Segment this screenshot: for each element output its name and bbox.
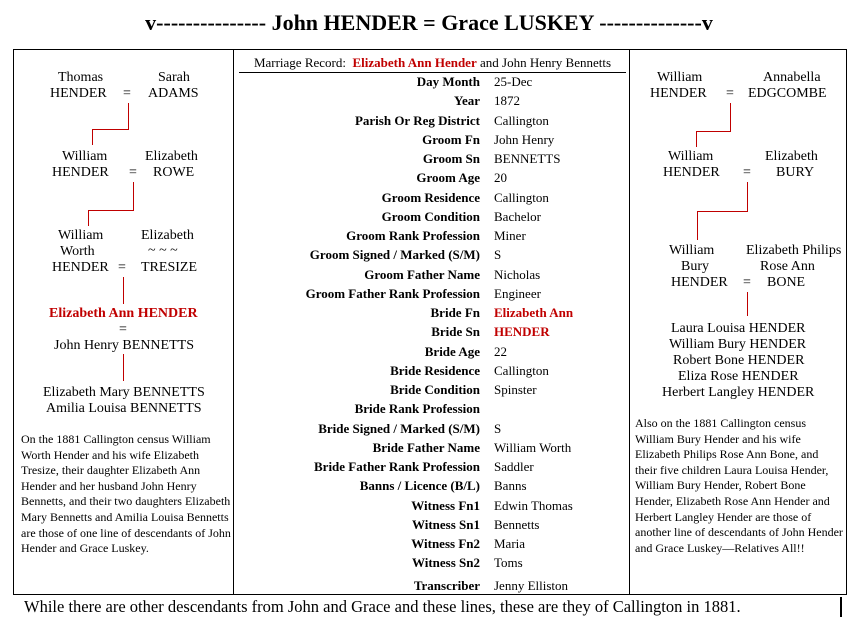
record-row — [235, 421, 630, 440]
record-label: Groom Fn — [422, 131, 480, 147]
record-value: Bennetts — [494, 516, 540, 532]
record-value: 20 — [494, 170, 507, 186]
record-value: Miner — [494, 228, 526, 243]
record-header-suffix: and John Henry Bennetts — [479, 55, 612, 70]
right-gen1-wife-first: Annabella — [763, 70, 821, 85]
record-label: Witness Sn2 — [411, 555, 480, 571]
record-label: Transcriber — [413, 578, 480, 593]
left-connector-1 — [92, 129, 129, 130]
record-row — [235, 324, 630, 343]
right-gen1-husband-first: William — [657, 70, 703, 85]
left-gen3-husband-middle: Worth — [60, 244, 95, 259]
left-gen3-wife-first: Elizabeth — [141, 228, 194, 243]
right-gen3-wife-last: BONE — [767, 275, 806, 290]
left-gen3-husband-last: HENDER — [52, 260, 109, 275]
right-gen2-wife-last: BURY — [776, 165, 815, 180]
record-label: Bride Residence — [390, 362, 480, 378]
left-descent-line-4 — [123, 354, 124, 381]
record-value: 25-Dec — [494, 74, 533, 89]
record-label: Groom Father Name — [364, 266, 480, 282]
record-row — [235, 247, 630, 266]
record-row — [235, 459, 630, 478]
left-descent-line-3 — [123, 277, 124, 304]
record-row — [235, 344, 630, 363]
record-row — [235, 170, 630, 189]
record-value: Callington — [494, 112, 549, 128]
record-label: Day Month — [416, 74, 480, 89]
right-descent-line-1 — [730, 103, 731, 131]
right-connector-1 — [696, 131, 731, 132]
record-value: John Henry — [494, 131, 555, 147]
record-label: Groom Residence — [381, 189, 480, 205]
left-descent-line-1 — [128, 103, 129, 129]
left-gen1-husband-last: HENDER — [50, 86, 107, 101]
left-gen4-groom: John Henry BENNETTS — [54, 338, 194, 353]
left-gen1-wife-last: ADAMS — [148, 86, 199, 101]
record-row — [235, 517, 630, 536]
record-label: Groom Rank Profession — [346, 228, 480, 243]
record-value: Nicholas — [494, 266, 541, 282]
record-row — [235, 382, 630, 401]
record-header-prefix: Marriage Record: — [253, 55, 346, 70]
record-row — [235, 305, 630, 324]
record-label: Bride Father Name — [372, 439, 480, 455]
record-value: Banns — [494, 478, 527, 494]
record-label: Bride Condition — [390, 382, 480, 397]
record-row — [235, 132, 630, 151]
right-connector-2 — [697, 211, 748, 212]
record-row — [235, 267, 630, 286]
right-descent-line-2b — [697, 211, 698, 240]
record-label: Groom Condition — [381, 208, 480, 224]
record-label: Groom Sn — [422, 151, 480, 166]
right-gen2-wife-first: Elizabeth — [765, 149, 818, 164]
record-value: HENDER — [494, 324, 550, 340]
right-descent-line-2 — [747, 182, 748, 211]
record-value: Saddler — [494, 459, 534, 474]
right-gen3-husband-middle: Bury — [681, 259, 709, 274]
record-value: Maria — [494, 536, 526, 551]
record-row — [235, 228, 630, 247]
record-row — [235, 440, 630, 459]
record-label: Bride Signed / Marked (S/M) — [318, 420, 480, 436]
record-row — [235, 401, 630, 420]
record-label: Year — [454, 93, 480, 109]
record-row — [235, 209, 630, 228]
left-gen4-bride: Elizabeth Ann HENDER — [49, 306, 198, 321]
marriage-record-header — [239, 55, 626, 73]
right-census-note: Also on the 1881 Callington census William Bury Hender and his wife Elizabeth Philips Rose Ann Bone, and their five children Laura Louisa Hender, William Bury Hender, Robert Bone Hender, Elizabeth Rose Ann Hender and Herbert Langley Hender are those of another line of descendants of John Hender and Grace Luskey—Relatives All!! — [635, 416, 843, 555]
record-row — [235, 286, 630, 305]
record-label: Witness Fn1 — [411, 497, 480, 513]
record-value: 22 — [494, 343, 507, 359]
record-label: Groom Signed / Marked (S/M) — [309, 247, 480, 263]
record-label: Bride Father Rank Profession — [314, 459, 480, 474]
record-label: Bride Fn — [430, 305, 480, 320]
record-row — [235, 536, 630, 555]
left-descent-line-2b — [88, 210, 89, 226]
record-value: Edwin Thomas — [494, 497, 573, 513]
left-child-2: Amilia Louisa BENNETTS — [46, 401, 202, 416]
record-value: S — [494, 420, 502, 436]
left-gen4-equals: = — [119, 322, 127, 337]
record-value: Callington — [494, 362, 549, 378]
right-child-5: Herbert Langley HENDER — [662, 385, 815, 400]
record-value: Elizabeth Ann — [494, 305, 574, 320]
right-descent-line-3 — [747, 292, 748, 316]
record-label: Witness Sn1 — [411, 516, 480, 532]
record-header-bride: Elizabeth Ann Hender — [352, 55, 477, 70]
right-gen2-equals: = — [743, 165, 751, 180]
left-gen2-husband-last: HENDER — [52, 165, 109, 180]
record-value: 1872 — [494, 93, 520, 109]
record-row — [235, 113, 630, 132]
record-label: Groom Age — [416, 170, 480, 186]
record-label: Bride Age — [424, 343, 480, 359]
right-gen1-wife-last: EDGCOMBE — [748, 86, 827, 101]
record-label: Banns / Licence (B/L) — [359, 478, 480, 494]
footer-note: While there are other descendants from John and Grace and these lines, these are they of Callington in 1881. — [24, 597, 741, 616]
record-value: William Worth — [494, 439, 572, 455]
left-census-note: On the 1881 Callington census William Worth Hender and his wife Elizabeth Tresize, their daughter Elizabeth Ann Hender and her husband John Henry Bennetts, and their two daughters Elizabeth Mary Bennetts and Amilia Louisa Bennetts are those of one line of descendants of John Hender and Grace Luskey. — [21, 432, 231, 556]
right-gen3-equals: = — [743, 275, 751, 290]
left-gen2-wife-first: Elizabeth — [145, 149, 198, 164]
record-value: Toms — [494, 555, 523, 571]
record-value: S — [494, 247, 502, 263]
left-column-divider — [233, 49, 234, 595]
record-value: Bachelor — [494, 208, 541, 224]
right-child-2: William Bury HENDER — [669, 337, 807, 352]
left-gen1-husband-first: Thomas — [58, 70, 104, 85]
record-value: Spinster — [494, 382, 537, 397]
record-value: Engineer — [494, 285, 541, 301]
record-row — [235, 190, 630, 209]
record-label: Parish Or Reg District — [354, 112, 480, 128]
right-gen3-husband-last: HENDER — [671, 275, 728, 290]
record-label: Witness Fn2 — [411, 536, 480, 551]
left-gen2-husband-first: William — [62, 149, 108, 164]
record-row — [235, 151, 630, 170]
left-gen3-equals: = — [118, 260, 126, 275]
right-gen3-husband-first: William — [669, 243, 715, 258]
right-gen1-equals: = — [726, 86, 734, 101]
right-gen3-wife-middle: Rose Ann — [760, 259, 815, 274]
right-child-4: Eliza Rose HENDER — [678, 369, 799, 384]
left-gen2-wife-last: ROWE — [153, 165, 195, 180]
text-cursor — [840, 597, 842, 617]
record-row — [235, 478, 630, 497]
right-gen2-husband-first: William — [668, 149, 714, 164]
record-row — [235, 555, 630, 574]
record-label: Bride Sn — [431, 324, 480, 340]
left-gen3-wife-middle: ~ ~ ~ — [148, 243, 178, 258]
record-label: Bride Rank Profession — [354, 401, 480, 417]
right-gen2-husband-last: HENDER — [663, 165, 720, 180]
left-connector-2 — [88, 210, 134, 211]
left-descent-line-1b — [92, 129, 93, 145]
right-child-3: Robert Bone HENDER — [673, 353, 805, 368]
left-child-1: Elizabeth Mary BENNETTS — [43, 385, 205, 400]
record-row — [235, 578, 630, 597]
record-row — [235, 363, 630, 382]
right-child-1: Laura Louisa HENDER — [671, 321, 806, 336]
record-row — [235, 498, 630, 517]
left-descent-line-2 — [133, 182, 134, 210]
left-gen2-equals: = — [129, 165, 137, 180]
left-gen1-equals: = — [123, 86, 131, 101]
record-value: Callington — [494, 189, 549, 205]
right-gen1-husband-last: HENDER — [650, 86, 707, 101]
right-descent-line-1b — [696, 131, 697, 147]
record-value: Jenny Elliston — [494, 578, 569, 593]
record-label: Groom Father Rank Profession — [305, 285, 480, 301]
right-gen3-wife-first: Elizabeth Philips — [746, 243, 842, 258]
left-gen3-husband-first: William — [58, 228, 104, 243]
page-title: v--------------- John HENDER = Grace LUSKEY --------------v — [145, 10, 713, 35]
left-gen3-wife-last: TRESIZE — [141, 260, 197, 275]
record-value: BENNETTS — [494, 151, 561, 166]
record-row — [235, 74, 630, 93]
left-gen1-wife-first: Sarah — [158, 70, 190, 85]
record-row — [235, 93, 630, 112]
